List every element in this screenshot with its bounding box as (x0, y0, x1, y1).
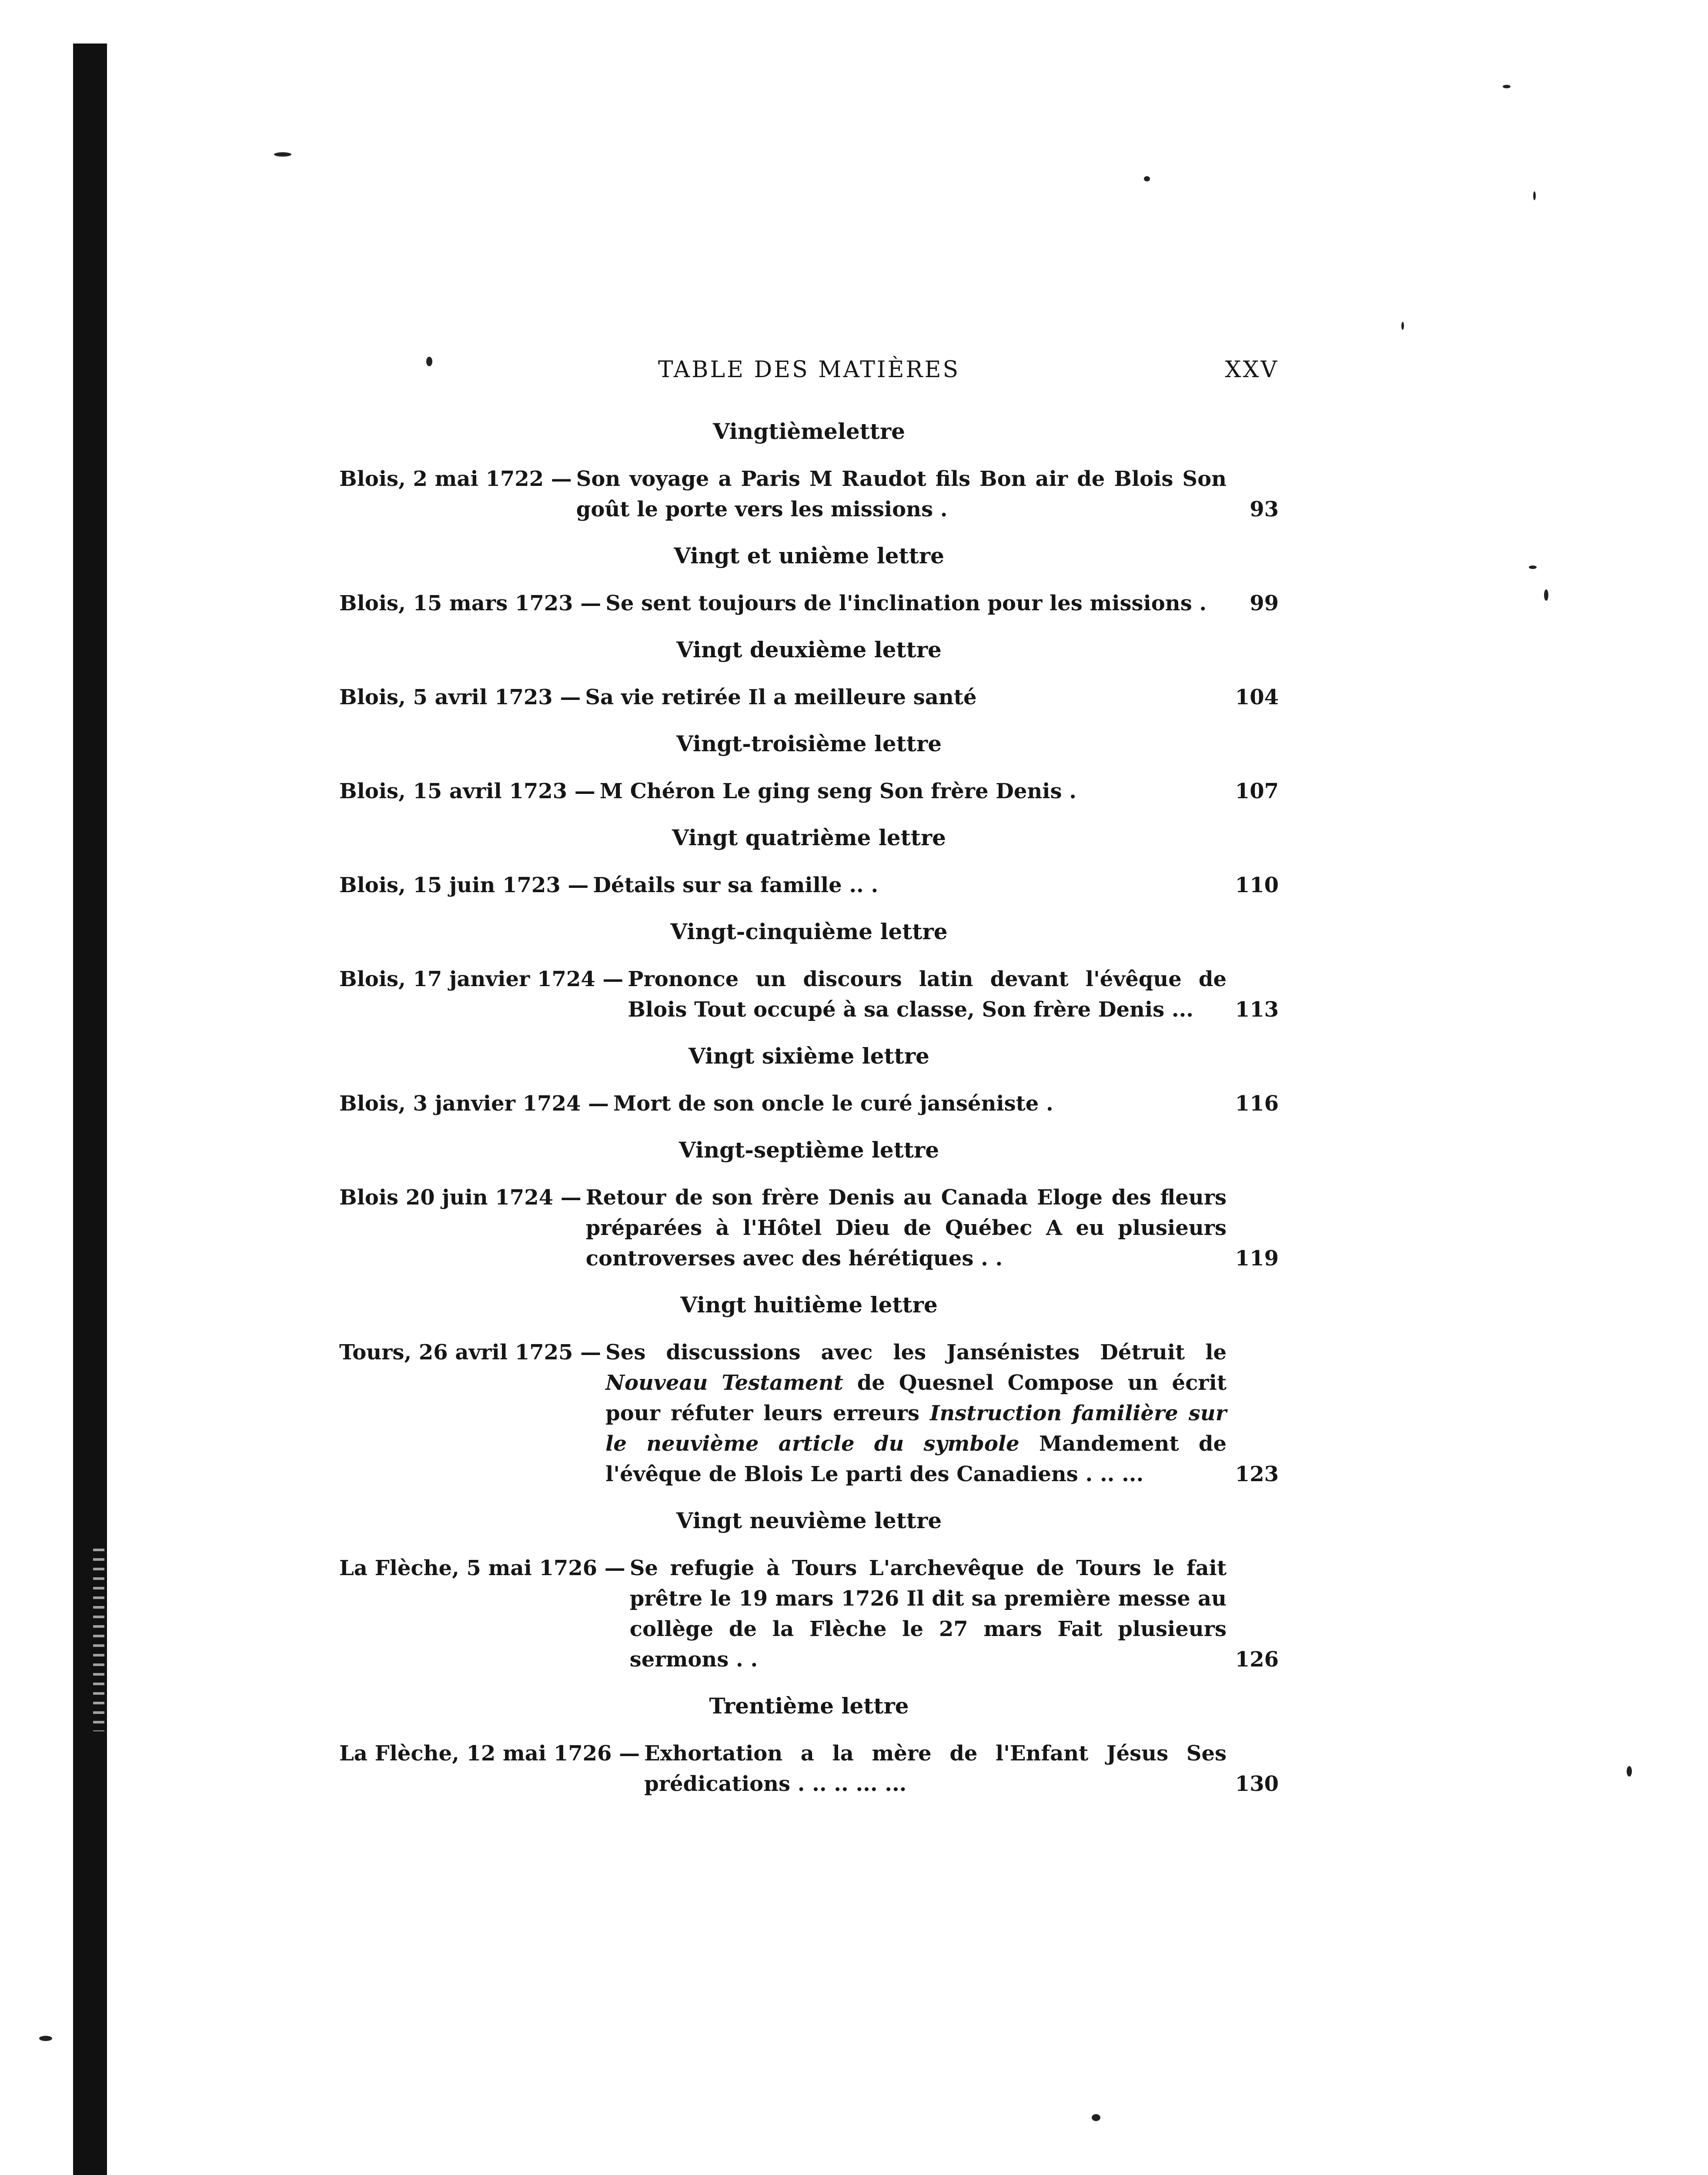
letter-heading: Vingt sixième lettre (689, 1043, 929, 1069)
entry-summary: Mort de son oncle le curé janséniste . (613, 1091, 1053, 1116)
toc-entry (339, 1182, 1279, 1274)
scan-speck (1092, 2114, 1100, 2121)
entry-date: Blois, 15 mars 1723 — (339, 591, 602, 616)
entry-summary: Se refugie à Tours L'archevêque de Tours le fait prêtre le 19 mars 1726 Il dit sa première messe au collège de la Flèche le 27 mars Fait plusieurs sermons . . (629, 1556, 1227, 1672)
toc-entry (339, 1553, 1279, 1675)
entry-summary: Se sent toujours de l'inclination pour les missions . (605, 591, 1207, 616)
scan-speck (1529, 566, 1537, 569)
entry-summary: Sa vie retirée Il a meilleure santé (585, 685, 977, 709)
binding-speckle (93, 1549, 104, 1731)
letter-heading: Trentième lettre (709, 1693, 909, 1719)
entry-date: La Flèche, 12 mai 1726 — (339, 1741, 640, 1766)
entry-date: Tours, 26 avril 1725 — (339, 1340, 602, 1365)
scan-speck (274, 152, 291, 157)
page-binding-shadow (73, 44, 107, 2175)
italic-title-text: Nouveau Testament (605, 1371, 843, 1395)
scan-speck (1627, 1766, 1632, 1777)
page-title: TABLE DES MATIÈRES (658, 357, 960, 383)
toc-entry (339, 964, 1279, 1025)
toc-entry (339, 1088, 1279, 1119)
toc-entry (339, 870, 1279, 900)
letter-heading: Vingt-troisième lettre (676, 731, 942, 756)
entry-summary: Exhortation a la mère de l'Enfant Jésus Ses prédications . .. .. ... ... (644, 1741, 1227, 1796)
entry-page-number: 107 (1235, 779, 1279, 803)
letter-heading: Vingt-septième lettre (679, 1137, 939, 1163)
letter-heading: Vingt-cinquième lettre (670, 919, 948, 944)
entry-date: Blois, 15 avril 1723 — (339, 779, 595, 803)
scan-speck (1544, 589, 1548, 601)
entry-date: Blois, 2 mai 1722 — (339, 467, 572, 491)
toc-entries (339, 418, 1279, 1799)
entry-date: Blois, 3 janvier 1724 — (339, 1091, 609, 1116)
letter-heading: Vingt et unième lettre (674, 543, 944, 569)
summary-text: Mandement de l'évêque de Blois Le parti des Canadiens . .. ... (605, 1432, 1227, 1486)
running-head (339, 357, 1279, 400)
entry-date: Blois, 5 avril 1723 — (339, 685, 581, 709)
entry-page-number: 104 (1235, 685, 1279, 709)
entry-page-number: 116 (1235, 1091, 1279, 1116)
entry-summary: Détails sur sa famille .. . (593, 873, 879, 897)
entry-page-number: 126 (1235, 1647, 1279, 1672)
entry-summary (605, 1337, 1227, 1489)
entry-page-number: 113 (1235, 997, 1279, 1022)
letter-heading: Vingtièmelettre (713, 418, 905, 444)
letter-heading: Vingt quatrième lettre (672, 825, 946, 850)
toc-entry (339, 1337, 1279, 1489)
scan-speck (39, 2036, 52, 2041)
entry-date: La Flèche, 5 mai 1726 — (339, 1556, 625, 1580)
summary-text: de Quesnel Compose un écrit pour réfuter leurs erreurs (605, 1371, 1227, 1425)
entry-date: Blois, 15 juin 1723 — (339, 873, 589, 897)
entry-date: Blois, 17 janvier 1724 — (339, 967, 624, 991)
toc-entry (339, 464, 1279, 525)
table-of-contents-page (339, 357, 1279, 1804)
entry-summary: Prononce un discours latin devant l'évêque de Blois Tout occupé à sa classe, Son frère Denis ... (628, 967, 1227, 1022)
page-number: XXV (1225, 357, 1279, 383)
scan-speck (1401, 322, 1404, 330)
scan-speck (1533, 191, 1536, 200)
entry-page-number: 93 (1250, 497, 1279, 522)
toc-entry (339, 1738, 1279, 1799)
italic-title-text: Instruction familière sur le neuvième article du symbole (605, 1401, 1227, 1456)
entry-page-number: 99 (1250, 591, 1279, 616)
entry-summary: Son voyage a Paris M Raudot fils Bon air de Blois Son goût le porte vers les missions . (576, 467, 1227, 522)
scan-speck (1503, 85, 1511, 88)
letter-heading: Vingt huitième lettre (680, 1292, 938, 1318)
toc-entry (339, 588, 1279, 619)
entry-page-number: 130 (1235, 1772, 1279, 1796)
entry-page-number: 123 (1235, 1462, 1279, 1486)
scan-speck (1144, 176, 1150, 181)
toc-entry (339, 682, 1279, 713)
entry-date: Blois 20 juin 1724 — (339, 1185, 582, 1210)
entry-summary: Retour de son frère Denis au Canada Eloge des fleurs préparées à l'Hôtel Dieu de Québec A eu plusieurs controverses avec des hérétiques . . (585, 1185, 1227, 1271)
summary-text: Ses discussions avec les Jansénistes Détruit le (605, 1340, 1227, 1365)
entry-page-number: 119 (1235, 1246, 1279, 1271)
entry-summary: M Chéron Le ging seng Son frère Denis . (599, 779, 1076, 803)
entry-page-number: 110 (1235, 873, 1279, 897)
letter-heading: Vingt neuvième lettre (676, 1508, 942, 1533)
letter-heading: Vingt deuxième lettre (676, 637, 942, 663)
toc-entry (339, 776, 1279, 806)
